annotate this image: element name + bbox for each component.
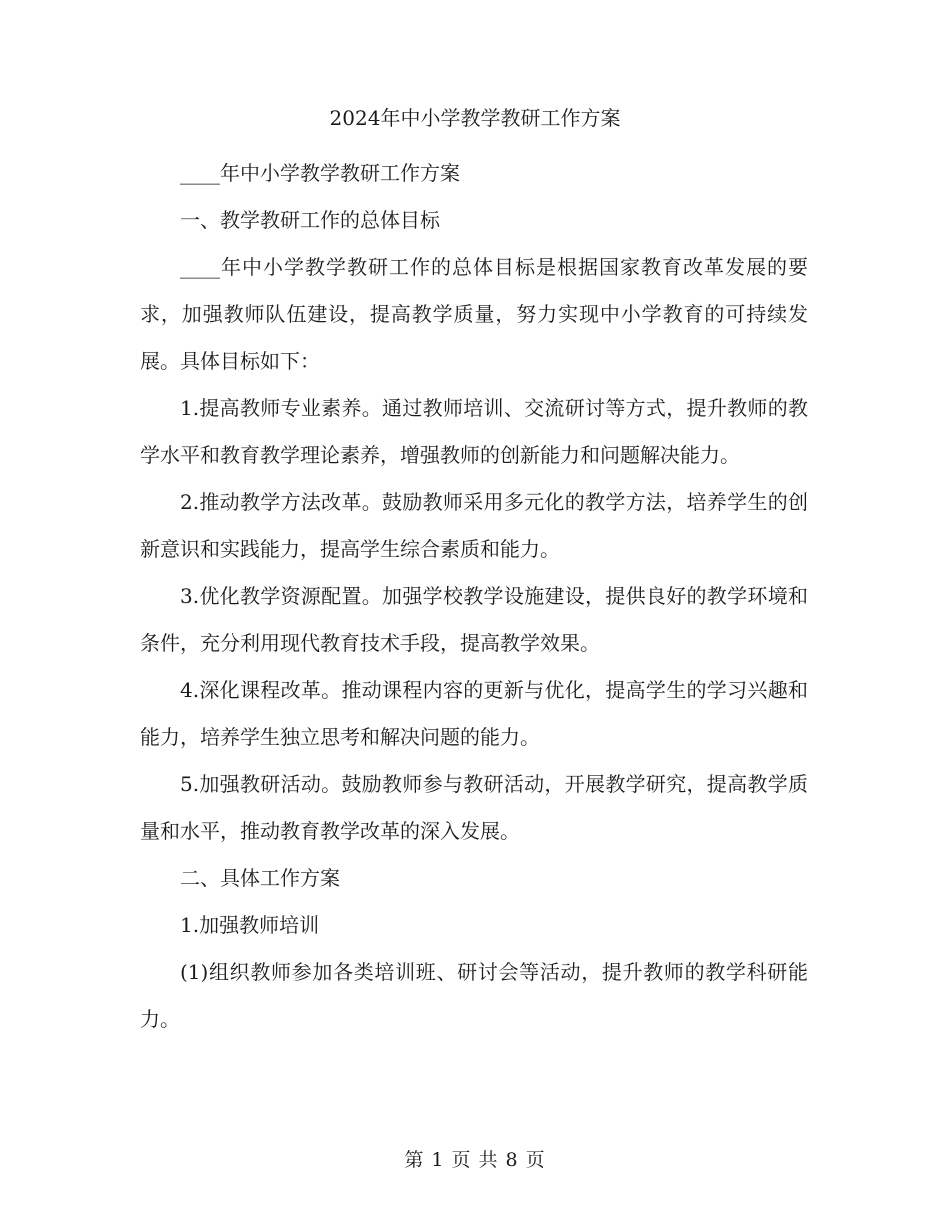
subtitle-paragraph: ____年中小学教学教研工作方案 [180, 161, 460, 185]
document-body [140, 150, 808, 1043]
paragraph-goal-2: 2.推动教学方法改革。鼓励教师采用多元化的教学方法，培养学生的创新意识和实践能力，提高学生综合素质和能力。 [140, 490, 808, 561]
section-heading-2: 二、具体工作方案 [180, 866, 340, 890]
page-footer: 第 1 页 共 8 页 [404, 1149, 546, 1171]
paragraph-goal-5: 5.加强教研活动。鼓励教师参与教研活动，开展教学研究，提高教学质量和水平，推动教育教学改革的深入发展。 [140, 772, 808, 843]
paragraph-training-item-1: (1)组织教师参加各类培训班、研讨会等活动，提升教师的教学科研能力。 [140, 960, 808, 1031]
paragraph-goal-4: 4.深化课程改革。推动课程内容的更新与优化，提高学生的学习兴趣和能力，培养学生独立思考和解决问题的能力。 [140, 678, 808, 749]
paragraph-goal-1: 1.提高教师专业素养。通过教师培训、交流研讨等方式，提升教师的教学水平和教育教学理论素养，增强教师的创新能力和问题解决能力。 [140, 396, 808, 467]
paragraph-overall-goal: ____年中小学教学教研工作的总体目标是根据国家教育改革发展的要求，加强教师队伍建设，提高教学质量，努力实现中小学教育的可持续发展。具体目标如下： [140, 255, 808, 373]
paragraph-goal-3: 3.优化教学资源配置。加强学校教学设施建设，提供良好的教学环境和条件，充分利用现代教育技术手段，提高教学效果。 [140, 584, 808, 655]
section-heading-1: 一、教学教研工作的总体目标 [180, 208, 440, 232]
document-title: 2024年中小学教学教研工作方案 [329, 106, 621, 130]
subheading-teacher-training: 1.加强教师培训 [180, 913, 320, 937]
